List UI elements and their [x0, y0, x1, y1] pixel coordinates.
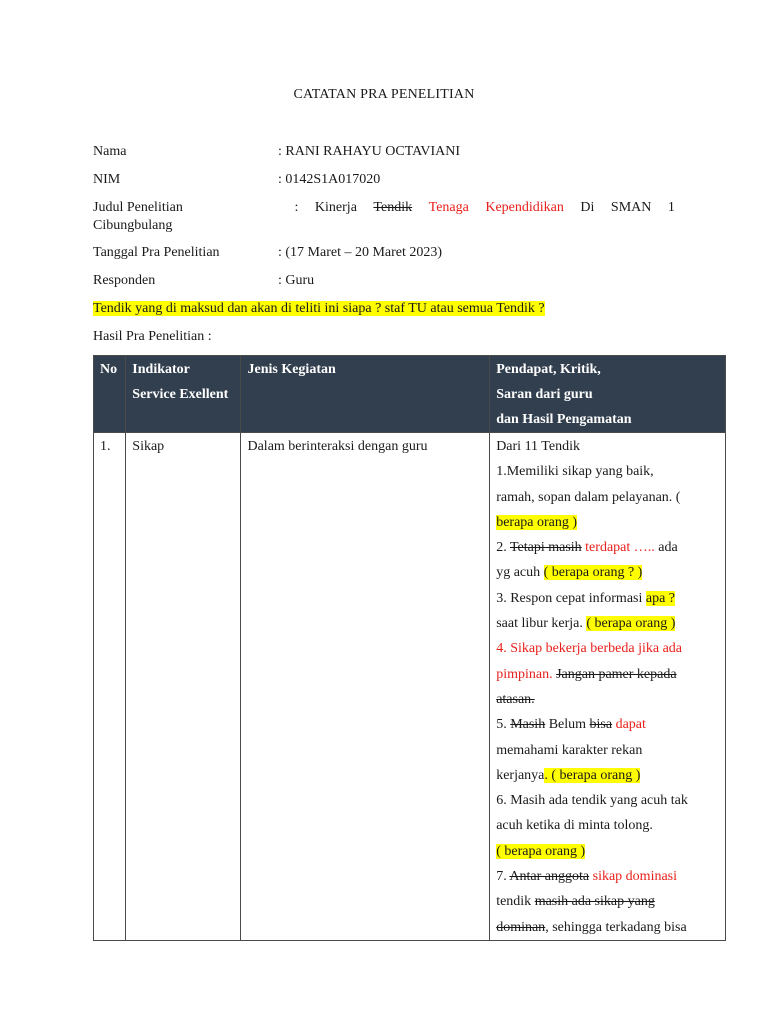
header-jenis: Jenis Kegiatan	[241, 356, 490, 433]
header-no: No	[94, 356, 126, 433]
judul-line-1	[93, 199, 675, 217]
highlight-mark: . ( berapa orang )	[544, 767, 641, 783]
tanggal-label: Tanggal Pra Penelitian	[93, 245, 220, 260]
red-text: 4.	[496, 641, 511, 657]
header-indikator-line: Indikator	[132, 362, 190, 377]
feedback-text: 7.	[496, 869, 510, 885]
feedback-text: , sehingga terkadang bisa	[545, 919, 687, 935]
feedback-line	[496, 915, 719, 940]
feedback-line: acuh ketika di minta tolong.	[496, 818, 653, 834]
struck-text: bisa	[589, 717, 613, 733]
page-title: CATATAN PRA PENELITIAN	[293, 87, 475, 102]
hasil-table	[93, 355, 726, 941]
feedback-line: 6. Masih ada tendik yang acuh tak	[496, 793, 688, 809]
red-text: terdapat	[581, 540, 631, 556]
highlight-mark: apa ?	[645, 590, 676, 606]
feedback-line: memahami karakter rekan	[496, 742, 643, 758]
feedback-text: Belum	[545, 717, 590, 733]
struck-text: Masih	[510, 717, 546, 733]
judul-word: SMAN	[610, 200, 652, 215]
feedback-text: tendik	[496, 894, 535, 910]
cell-pendapat	[490, 433, 726, 941]
feedback-line	[496, 687, 719, 712]
judul-line-2: Cibungbulang	[93, 218, 173, 233]
cell-jenis: Dalam berinteraksi dengan guru	[241, 433, 490, 941]
info-row-judul	[93, 199, 675, 235]
feedback-line	[496, 763, 719, 788]
cell-indikator: Sikap	[126, 433, 241, 941]
feedback-line	[496, 889, 719, 914]
header-pendapat	[490, 356, 726, 433]
highlight-mark: ( berapa orang )	[496, 843, 586, 859]
feedback-text: ada	[654, 540, 678, 556]
header-pendapat-line: dan Hasil Pengamatan	[496, 412, 632, 427]
header-pendapat-line: Saran dari guru	[496, 387, 593, 402]
struck-text: Jangan pamer kepada	[556, 666, 677, 682]
red-text: sikap dominasi	[589, 869, 678, 885]
red-text: …..	[630, 540, 655, 556]
feedback-text: 5.	[496, 717, 511, 733]
feedback-text: kerjanya	[496, 767, 545, 783]
red-text: pimpinan.	[496, 666, 553, 682]
judul-red-word: Kependidikan	[485, 200, 564, 215]
struck-text: dominan	[496, 919, 546, 935]
cell-no: 1.	[94, 433, 126, 941]
reviewer-note	[93, 300, 545, 318]
struck-text: atasan.	[496, 691, 535, 707]
feedback-line: Dari 11 Tendik	[496, 439, 580, 454]
judul-word: 1	[667, 200, 675, 215]
red-text: dapat	[612, 717, 646, 733]
table-header-row	[94, 356, 726, 433]
tanggal-value: : (17 Maret – 20 Maret 2023)	[278, 245, 443, 260]
header-pendapat-line: Pendapat, Kritik,	[496, 362, 601, 377]
hasil-label: Hasil Pra Penelitian :	[93, 329, 212, 344]
struck-text: masih ada sikap yang	[534, 894, 655, 910]
highlight-mark: ( berapa orang ? )	[543, 565, 643, 581]
feedback-text: 2.	[496, 540, 510, 556]
header-indikator	[126, 356, 241, 433]
red-text: Sikap bekerja berbeda jika ada	[510, 641, 682, 657]
reviewer-note-text: Tendik yang di maksud dan akan di teliti ini siapa ? staf TU atau semua Tendik ?	[93, 301, 545, 316]
feedback-text: saat libur kerja.	[496, 616, 587, 632]
feedback-line: 1.Memiliki sikap yang baik,	[496, 464, 654, 480]
feedback-line: ramah, sopan dalam pelayanan. (	[496, 489, 681, 505]
judul-word: Di	[580, 200, 595, 215]
judul-red-word: Tenaga	[428, 200, 469, 215]
feedback-line	[496, 560, 719, 585]
feedback-line	[496, 535, 719, 560]
feedback-line	[496, 611, 719, 636]
judul-word: Kinerja	[314, 200, 357, 215]
responden-label: Responden	[93, 273, 156, 288]
feedback-line	[496, 586, 719, 611]
judul-colon: :	[294, 200, 299, 215]
feedback-line	[496, 510, 719, 535]
feedback-line	[496, 839, 719, 864]
judul-struck-word: Tendik	[373, 200, 413, 215]
feedback-text: 3. Respon cepat informasi	[496, 590, 646, 606]
struck-text: Tetapi masih	[509, 540, 582, 556]
table-row	[94, 433, 726, 941]
feedback-line	[496, 712, 719, 737]
nama-label: Nama	[93, 144, 127, 159]
feedback-line	[496, 662, 719, 687]
judul-label: Judul Penelitian	[93, 200, 183, 215]
struck-text: Antar anggota	[509, 869, 590, 885]
header-indikator-line: Service Exellent	[132, 387, 229, 402]
feedback-text: yg acuh	[496, 565, 544, 581]
responden-value: : Guru	[278, 273, 315, 288]
highlight-mark: berapa orang )	[496, 514, 578, 530]
nim-value: : 0142S1A017020	[278, 172, 381, 187]
feedback-line	[496, 864, 719, 889]
nama-value: : RANI RAHAYU OCTAVIANI	[278, 144, 461, 159]
feedback-line	[496, 636, 719, 661]
nim-label: NIM	[93, 172, 121, 187]
highlight-mark: ( berapa orang )	[586, 616, 676, 632]
